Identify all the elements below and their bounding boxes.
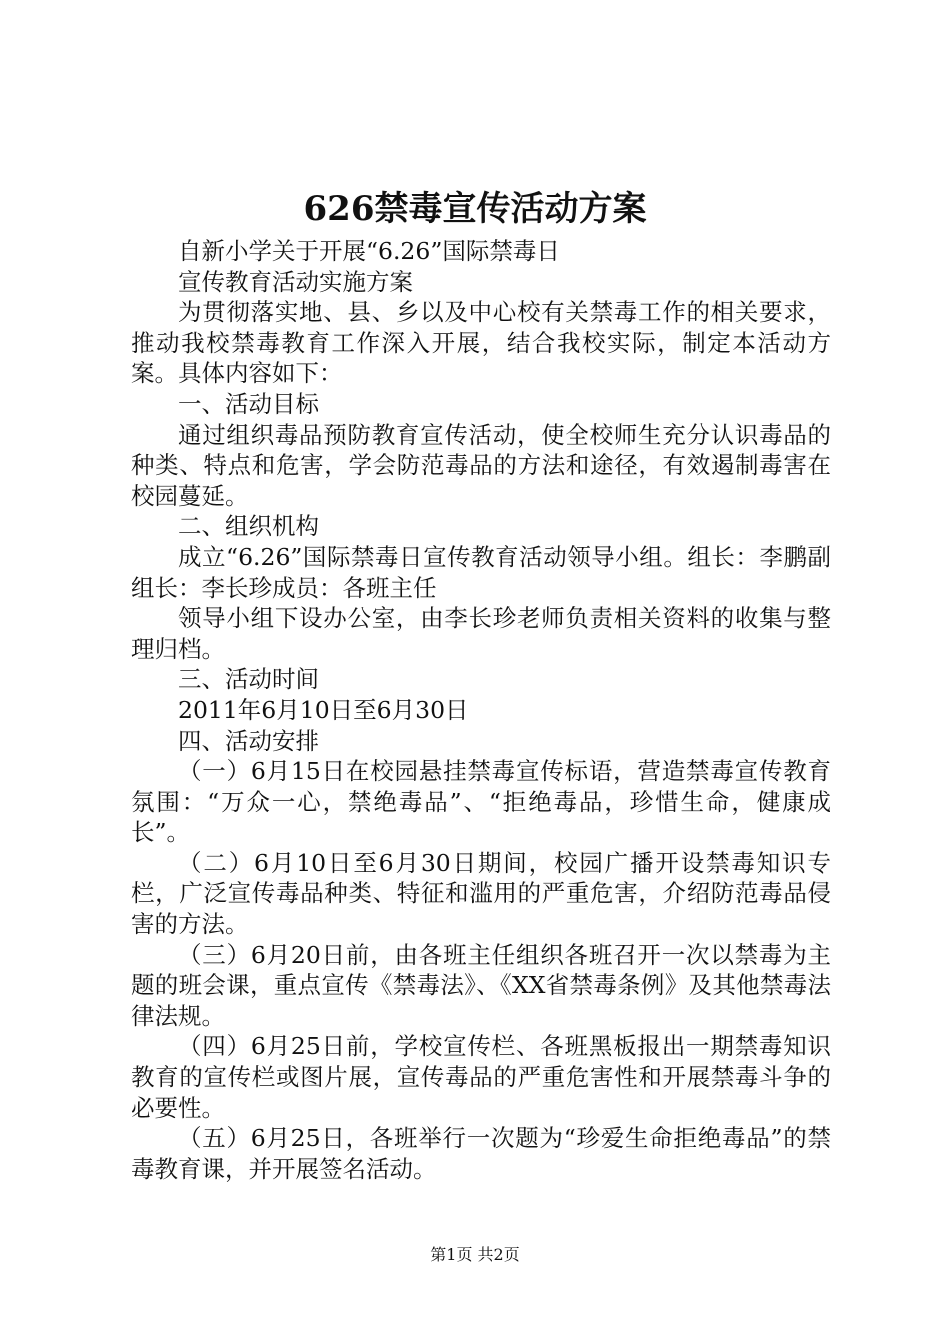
section-heading-goals: 一、活动目标 — [178, 389, 319, 418]
section-heading-time: 三、活动时间 — [178, 665, 319, 694]
paragraph-leadership-group: 成立“6.26”国际禁毒日宣传教育活动领导小组。组长：李鹏副组长：李长珍成员：各班主任 — [131, 542, 831, 602]
paragraph-intro-line-2: 宣传教育活动实施方案 — [178, 267, 413, 296]
section-heading-arrangement: 四、活动安排 — [178, 726, 319, 755]
section-heading-organization: 二、组织机构 — [178, 512, 319, 541]
page-footer — [0, 1244, 950, 1266]
paragraph-date-range: 2011年6月10日至6月30日 — [178, 695, 469, 724]
paragraph-purpose: 为贯彻落实地、县、乡以及中心校有关禁毒工作的相关要求，推动我校禁毒教育工作深入开展，结合我校实际，制定本活动方案。具体内容如下： — [131, 298, 831, 388]
paragraph-intro-line-1: 自新小学关于开展“6.26”国际禁毒日 — [178, 237, 560, 265]
document-body — [131, 236, 831, 1184]
paragraph-arrangement-2: （二）6月10日至6月30日期间，校园广播开设禁毒知识专栏，广泛宣传毒品种类、特征和滥用的严重危害，介绍防范毒品侵害的方法。 — [131, 848, 831, 939]
paragraph-arrangement-4: （四）6月25日前，学校宣传栏、各班黑板报出一期禁毒知识教育的宣传栏或图片展，宣传毒品的严重危害性和开展禁毒斗争的必要性。 — [131, 1032, 831, 1122]
paragraph-goals: 通过组织毒品预防教育宣传活动，使全校师生充分认识毒品的种类、特点和危害，学会防范毒品的方法和途径，有效遏制毒害在校园蔓延。 — [131, 420, 831, 510]
paragraph-arrangement-1: （一）6月15日在校园悬挂禁毒宣传标语，营造禁毒宣传教育氛围：“万众一心，禁绝毒品”、“拒绝毒品，珍惜生命，健康成长”。 — [131, 757, 831, 847]
paragraph-office: 领导小组下设办公室，由李长珍老师负责相关资料的收集与整理归档。 — [131, 604, 831, 663]
page-total: 共2页 — [477, 1245, 520, 1264]
paragraph-arrangement-5: （五）6月25日，各班举行一次题为“珍爱生命拒绝毒品”的禁毒教育课，并开展签名活动。 — [131, 1124, 831, 1183]
paragraph-arrangement-3: （三）6月20日前，由各班主任组织各班召开一次以禁毒为主题的班会课，重点宣传《禁毒法》、《XX省禁毒条例》及其他禁毒法律法规。 — [131, 940, 831, 1030]
document-title: 626禁毒宣传活动方案 — [303, 189, 647, 229]
page-number: 第1页 — [430, 1245, 473, 1264]
